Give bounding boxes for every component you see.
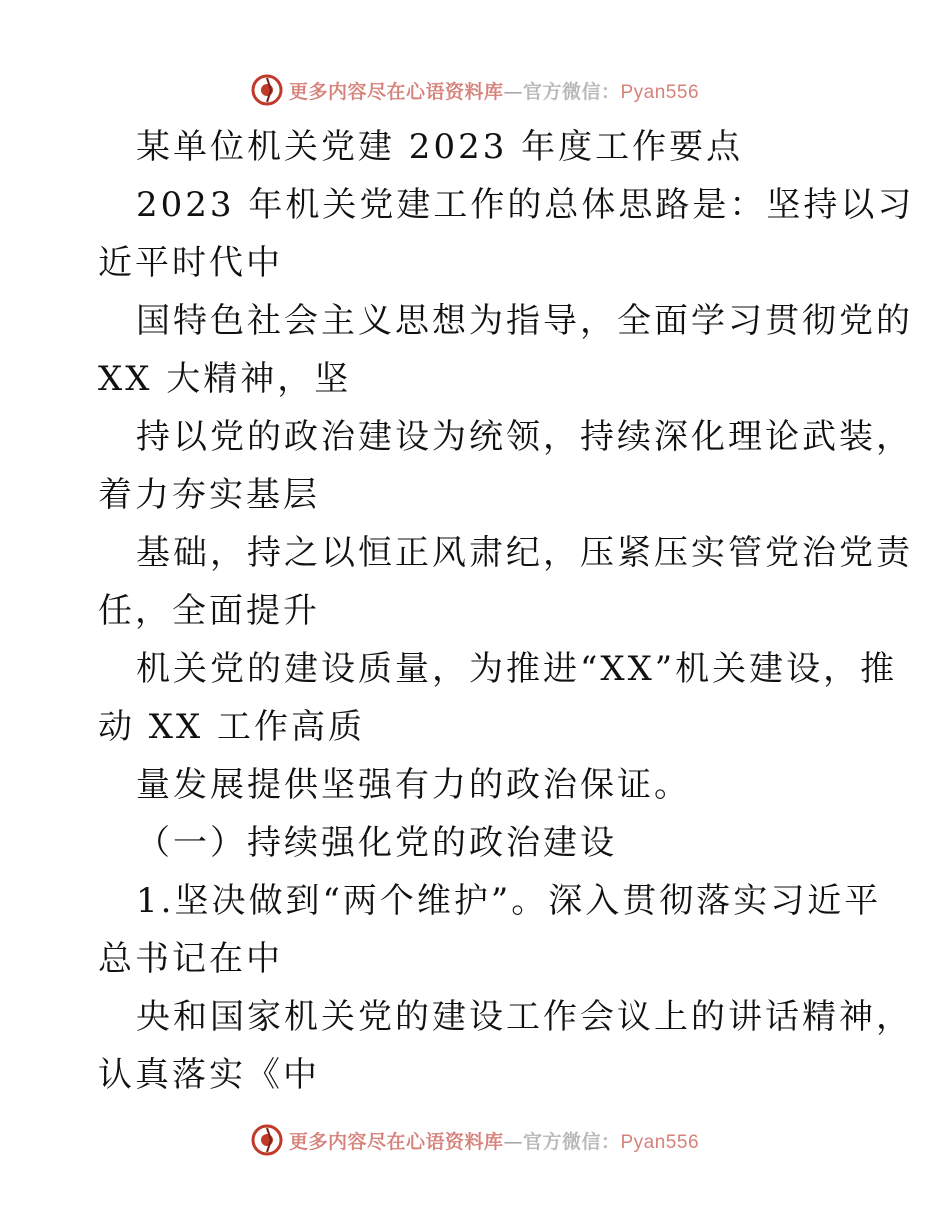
- paragraph-line: 机关党的建设质量，为推进“XX”机关建设，推: [136, 649, 898, 689]
- paragraph-line: 2023 年机关党建工作的总体思路是：坚持以习: [136, 185, 915, 225]
- paragraph-line: 任，全面提升: [98, 591, 320, 631]
- watermark-dash: —: [503, 1130, 523, 1153]
- paragraph-line: 总书记在中: [98, 939, 283, 979]
- watermark-main: 更多内容尽在心语资料库: [288, 1130, 504, 1153]
- paragraph-line: 量发展提供坚强有力的政治保证。: [136, 765, 691, 805]
- watermark-text: [289, 1127, 699, 1154]
- watermark-main: 更多内容尽在心语资料库: [288, 80, 504, 103]
- logo-icon: [251, 74, 283, 106]
- paragraph-line: XX 大精神，坚: [98, 359, 352, 399]
- watermark-id: Pyan556: [620, 1131, 700, 1153]
- watermark-sub: 官方微信：: [522, 1130, 621, 1153]
- paragraph-line: 央和国家机关党的建设工作会议上的讲话精神，: [136, 997, 913, 1037]
- paragraph-line: 国特色社会主义思想为指导，全面学习贯彻党的: [136, 301, 913, 341]
- footer-watermark: [0, 1120, 950, 1160]
- watermark-sub: 官方微信：: [522, 80, 621, 103]
- logo-icon: [251, 1124, 283, 1156]
- header-watermark: [0, 70, 950, 110]
- paragraph-line: 1.坚决做到“两个维护”。深入贯彻落实习近平: [136, 881, 882, 921]
- document-title: 某单位机关党建 2023 年度工作要点: [136, 127, 744, 167]
- paragraph-line: 着力夯实基层: [98, 475, 320, 515]
- section-heading: （一）持续强化党的政治建设: [136, 823, 617, 863]
- paragraph-line: 近平时代中: [98, 243, 283, 283]
- paragraph-line: 认真落实《中: [98, 1055, 320, 1095]
- watermark-id: Pyan556: [620, 81, 700, 103]
- paragraph-line: 动 XX 工作高质: [98, 707, 366, 747]
- watermark-dash: —: [503, 80, 523, 103]
- watermark-text: [289, 77, 699, 104]
- paragraph-line: 基础，持之以恒正风肃纪，压紧压实管党治党责: [136, 533, 913, 573]
- paragraph-line: 持以党的政治建设为统领，持续深化理论武装，: [136, 417, 913, 457]
